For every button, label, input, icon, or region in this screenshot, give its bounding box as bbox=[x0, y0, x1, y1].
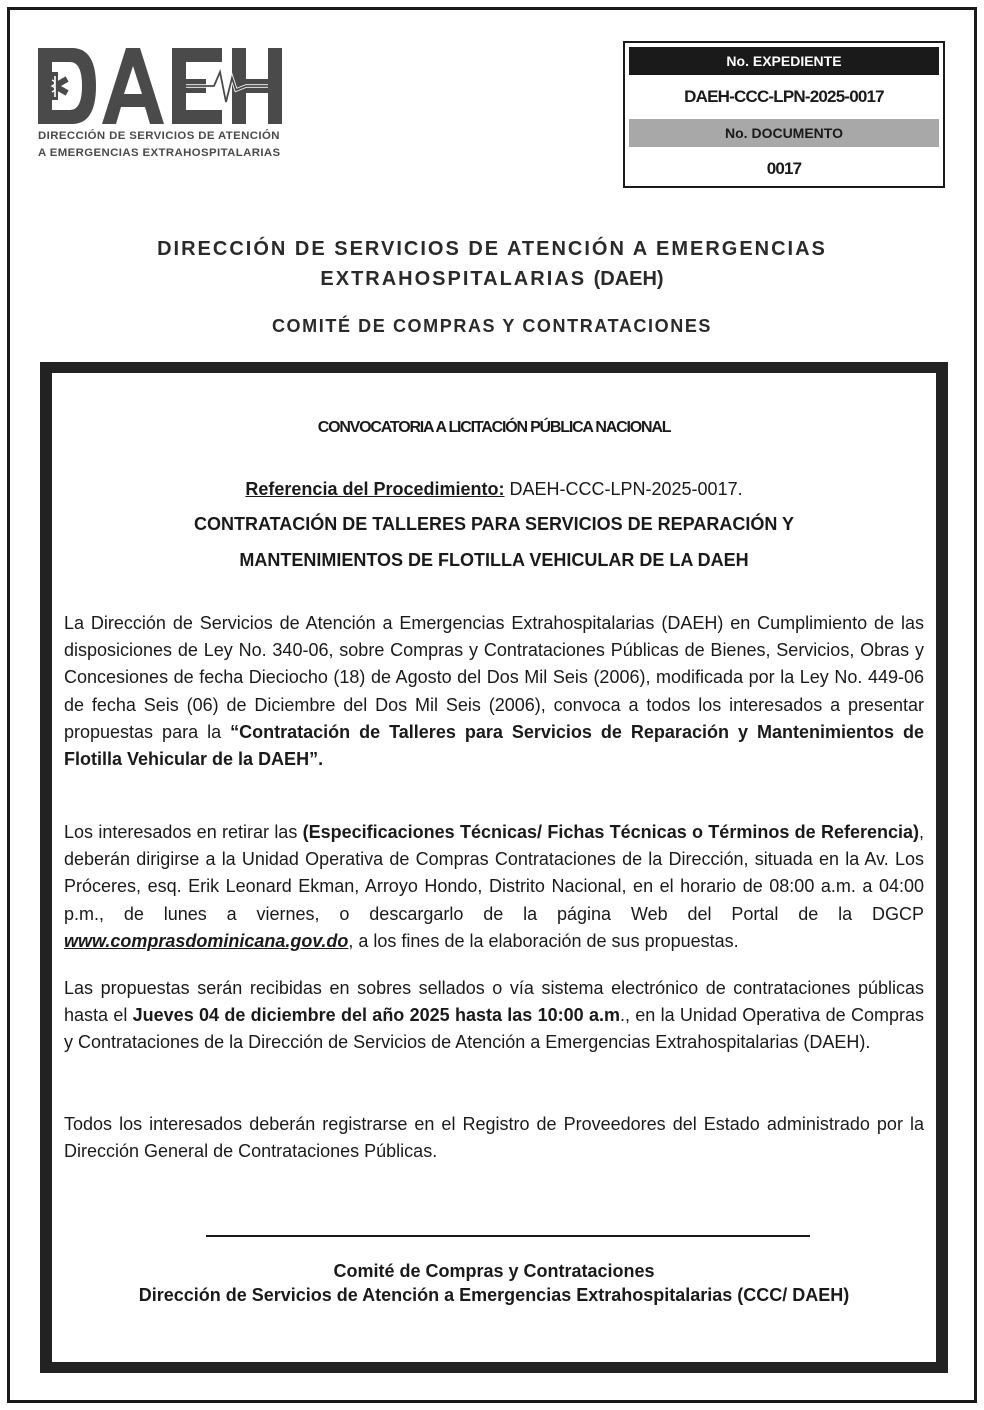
committee-title: COMITÉ DE COMPRAS Y CONTRATACIONES bbox=[271, 316, 713, 336]
org-abbreviation: (DAEH) bbox=[593, 268, 664, 290]
expediente-value: DAEH-CCC-LPN-2025-0017 bbox=[684, 87, 884, 106]
paragraph-registration: Todos los interesados deberán registrarse en el Registro de Proveedores del Estado administrado por la Dirección General de Contrataciones Públicas. bbox=[64, 1114, 924, 1162]
notice-title: CONVOCATORIA A LICITACIÓN PÚBLICA NACIONAL bbox=[317, 419, 671, 436]
documento-value: 0017 bbox=[766, 159, 802, 178]
expediente-label: No. EXPEDIENTE bbox=[629, 47, 939, 75]
org-title-line1: DIRECCIÓN DE SERVICIOS DE ATENCIÓN A EMERGENCIAS bbox=[157, 238, 827, 260]
notice-frame bbox=[40, 362, 948, 1373]
signature-institution: Dirección de Servicios de Atención a Emergencias Extrahospitalarias (CCC/ DAEH) bbox=[138, 1285, 850, 1305]
specifications-terms: (Especificaciones Técnicas/ Fichas Técnicas o Términos de Referencia) bbox=[302, 822, 919, 842]
paragraph-convocation-text: La Dirección de Servicios de Atención a Emergencias Extrahospitalarias (DAEH) en Cumplimiento de las disposiciones de Ley No. 340-06, sobre Compras y Contrataciones Públicas de Bienes, Servicios, Obras y Concesiones de fecha Dieciocho (18) de Agosto del Dos Mil Seis (2006), modificada por la Ley No. 449-06 de fecha Seis (06) de Diciembre del Dos Mil Seis (2006), convoca a todos los interesados a presentar propuestas para la bbox=[64, 613, 924, 742]
paragraph-deadline-text1: Las propuestas serán recibidas en sobres sellados o vía sistema electrónico de contrataciones públicas hasta el bbox=[64, 978, 924, 1026]
paragraph-specifications-text2: , deberán dirigirse a la Unidad Operativa de Compras Contrataciones de la Dirección, situada en la Av. Los Próceres, esq. Erik Leonard Ekman, Arroyo Hondo, Distrito Nacional, en el horario de 08:00 a.m. a 04:00 p.m., de lunes a viernes, o descargarlo de la página Web del Portal de la DGCP bbox=[64, 822, 924, 924]
daeh-logo bbox=[36, 44, 286, 166]
logo-subtitle-line2: A EMERGENCIAS EXTRAHOSPITALARIAS bbox=[38, 147, 281, 159]
procedure-title-line2: MANTENIMIENTOS DE FLOTILLA VEHICULAR DE LA DAEH bbox=[239, 550, 749, 570]
paragraph-deadline-text2: ., en la Unidad Operativa de Compras y Contrataciones de la Dirección de Servicios de Atención a Emergencias Extrahospitalarias (DAEH). bbox=[64, 1005, 924, 1053]
signature-line bbox=[206, 1235, 810, 1237]
paragraph-specifications bbox=[64, 819, 924, 955]
dgcp-portal-link[interactable]: www.comprasdominicana.gov.do bbox=[64, 930, 349, 951]
procedure-reference-label: Referencia del Procedimiento: bbox=[245, 479, 505, 499]
procedure-reference-value: DAEH-CCC-LPN-2025-0017. bbox=[509, 479, 743, 499]
paragraph-deadline bbox=[64, 975, 924, 1057]
documento-label: No. DOCUMENTO bbox=[629, 119, 939, 147]
daeh-wordmark-graphic bbox=[36, 44, 286, 128]
procedure-reference bbox=[52, 479, 936, 500]
paragraph-specifications-text3: , a los fines de la elaboración de sus propuestas. bbox=[348, 930, 739, 951]
paragraph-convocation bbox=[64, 610, 924, 773]
org-title-line2 bbox=[0, 268, 984, 291]
notice-content bbox=[52, 373, 936, 1362]
submission-deadline: Jueves 04 de diciembre del año 2025 hasta las 10:00 a.m bbox=[132, 1005, 620, 1026]
org-title-line2-text: EXTRAHOSPITALARIAS bbox=[320, 268, 587, 290]
signature-committee: Comité de Compras y Contrataciones bbox=[333, 1261, 655, 1281]
paragraph-specifications-text1: Los interesados en retirar las bbox=[64, 822, 303, 842]
contract-name: “Contratación de Talleres para Servicios de Reparación y Mantenimientos de Flotilla Vehicular de la DAEH”. bbox=[64, 721, 924, 770]
procedure-title-line1: CONTRATACIÓN DE TALLERES PARA SERVICIOS DE REPARACIÓN Y bbox=[193, 514, 795, 534]
expediente-box bbox=[623, 41, 945, 188]
logo-subtitle-line1: DIRECCIÓN DE SERVICIOS DE ATENCIÓN bbox=[38, 130, 280, 142]
